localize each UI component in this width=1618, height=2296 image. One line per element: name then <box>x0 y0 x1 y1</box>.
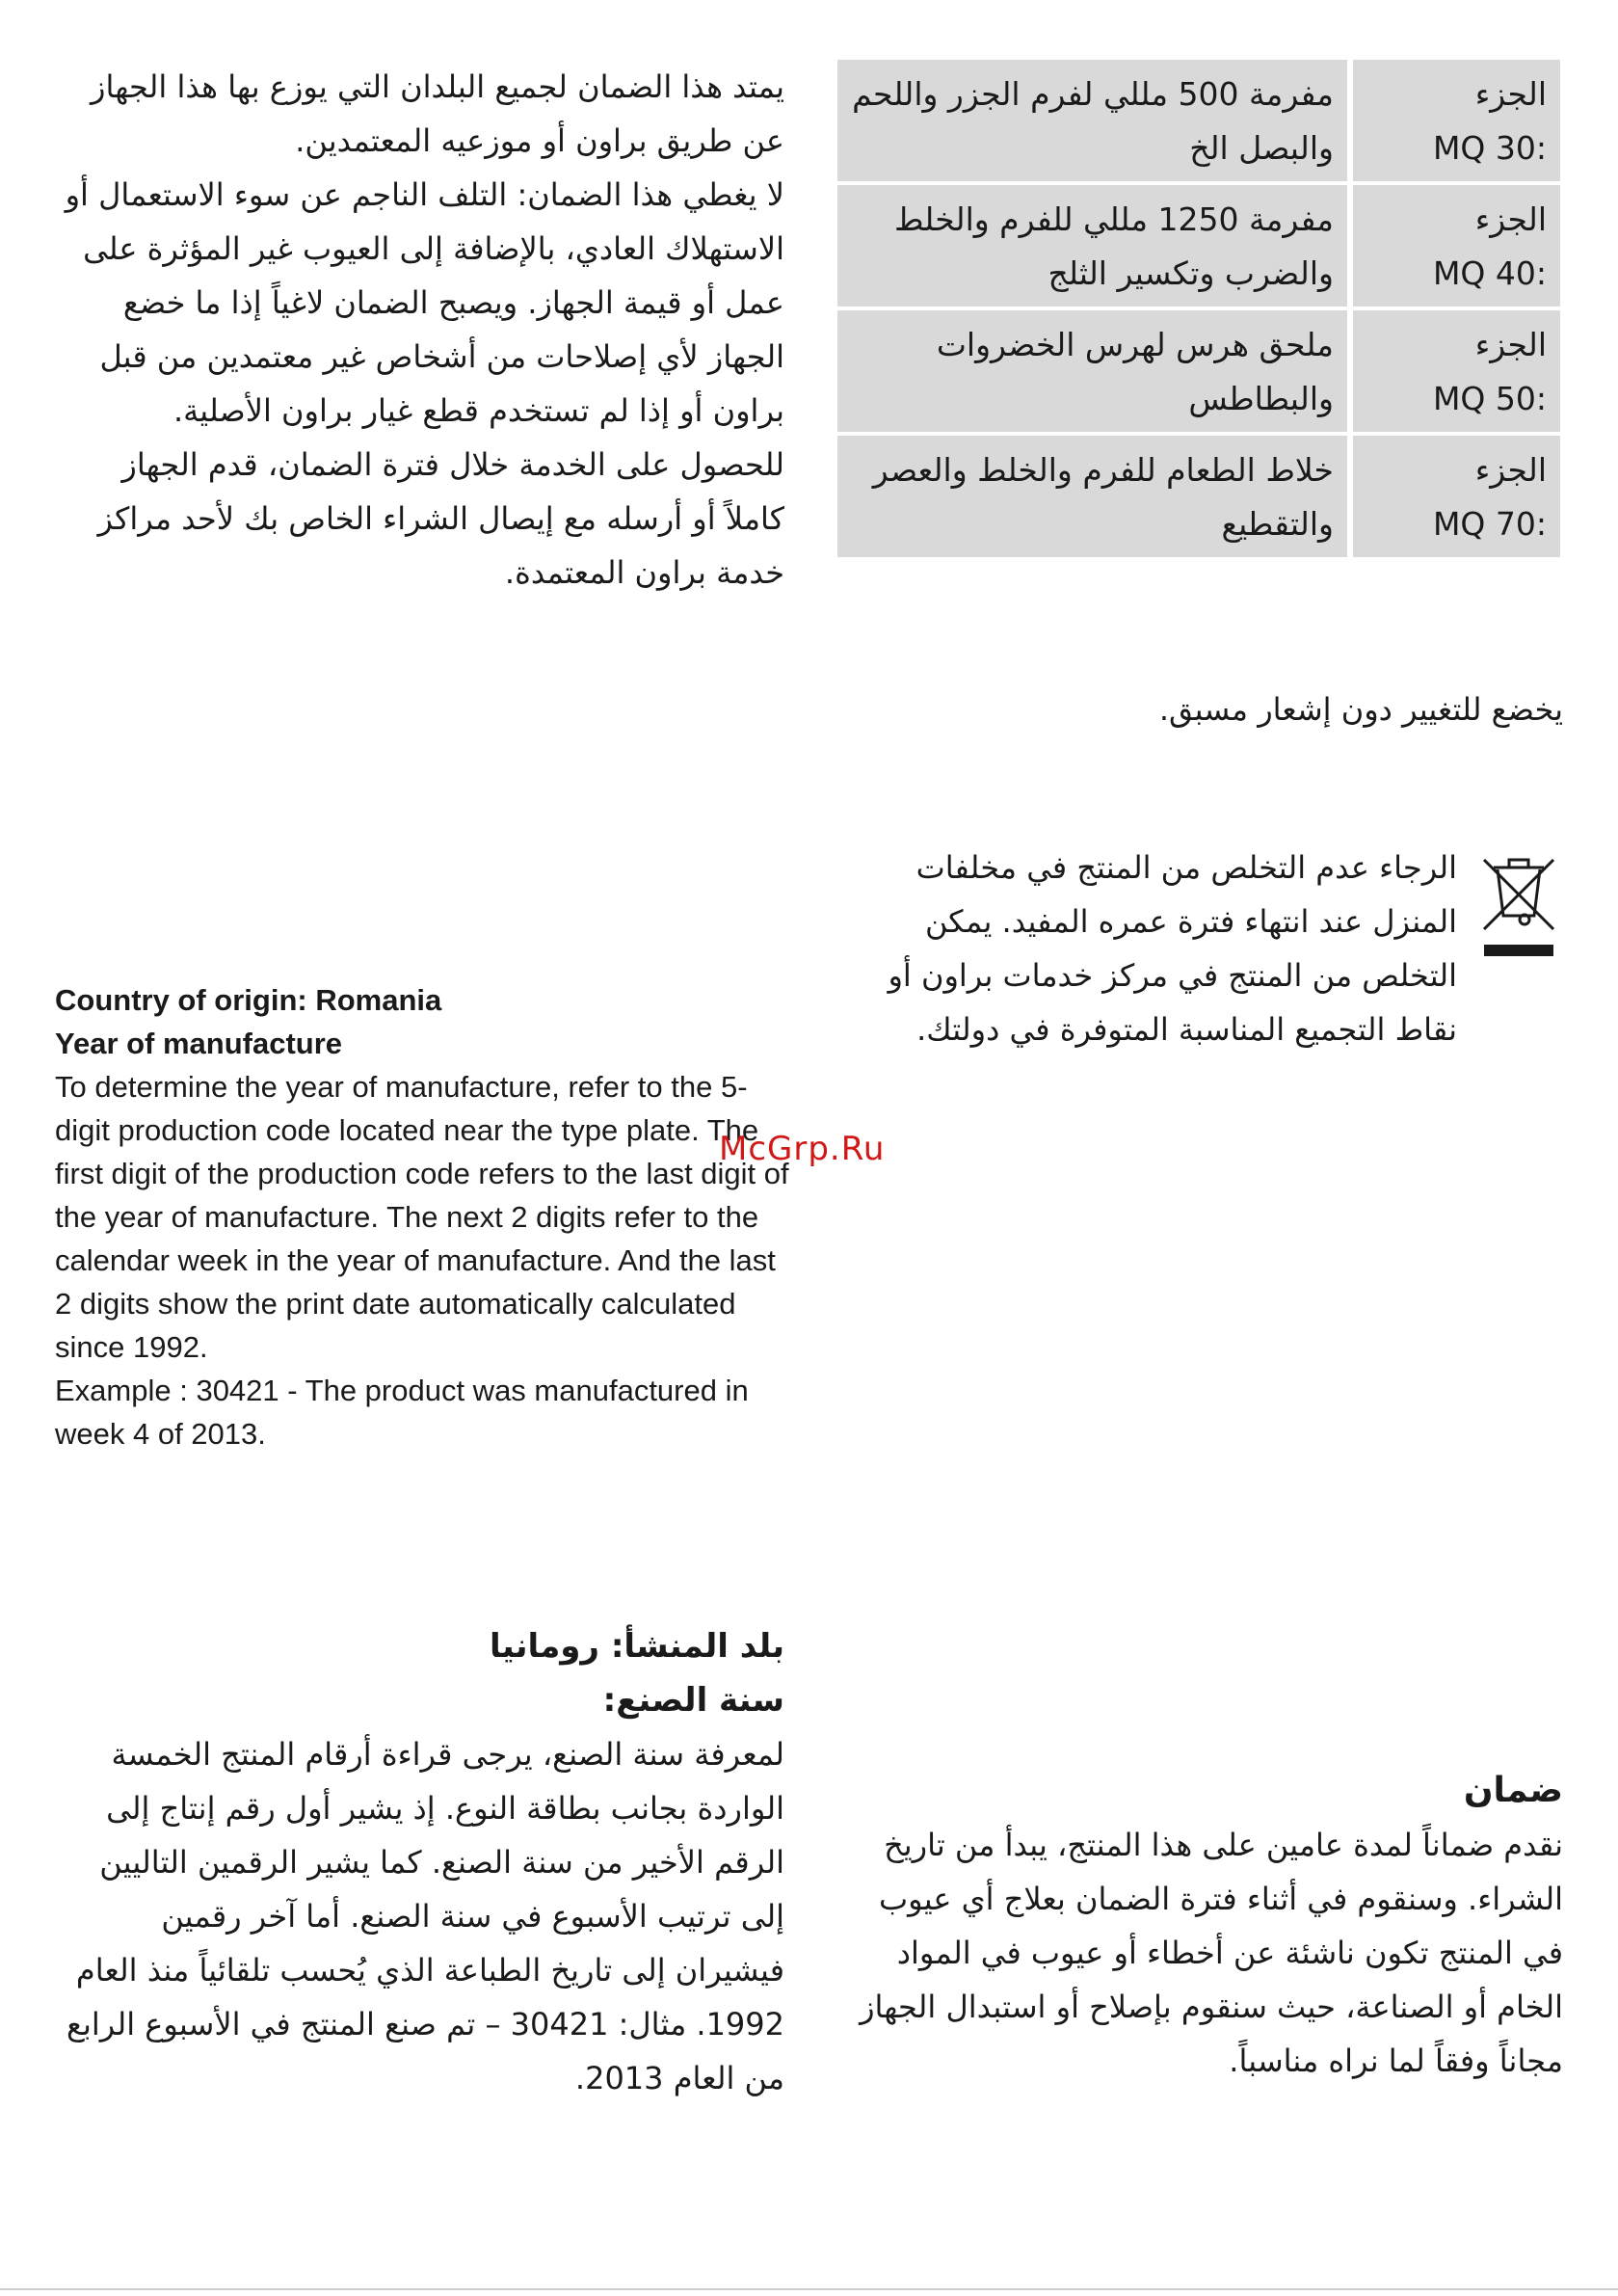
part-code: MQ 50: <box>1432 380 1547 417</box>
table-row <box>837 310 1560 432</box>
watermark: McGrp.Ru <box>719 1130 886 1168</box>
warranty-scope-text <box>56 60 784 600</box>
part-description: خلاط الطعام للفرم والخلط والعصر والتقطيع <box>872 451 1334 543</box>
english-origin-block <box>55 978 797 1455</box>
part-desc-cell <box>837 310 1347 432</box>
part-description: مفرمة 1250 مللي للفرم والخلط والضرب وتكسير الثلج <box>893 200 1334 292</box>
arabic-year-body: لمعرفة سنة الصنع، يرجى قراءة أرقام المنتج الخمسة الواردة بجانب بطاقة النوع. إذ يشير أول رقم إنتاج إلى الرقم الأخير من سنة الصنع. كما يشير الرقمين التاليين إلى ترتيب الأسبوع في سنة الصنع. أما آخر رقمين فيشيران إلى تاريخ الطباعة الذي يُحسب تلقائياً منذ العام 1992. مثال: 30421 – تم صنع المنتج في الأسبوع الرابع من العام 2013. <box>66 1736 784 2096</box>
warranty-scope-paragraph: للحصول على الخدمة خلال فترة الضمان، قدم الجهاز كاملاً أو أرسله مع إيصال الشراء الخاص بك لأحد مراكز خدمة براون المعتمدة. <box>97 446 784 591</box>
country-of-origin: Country of origin: Romania <box>55 983 442 1017</box>
warranty-heading: ضمان <box>1463 1771 1563 1810</box>
part-code: MQ 30: <box>1432 129 1547 167</box>
table-row <box>837 185 1560 307</box>
warranty-scope-paragraph: يمتد هذا الضمان لجميع البلدان التي يوزع بها هذا الجهاز عن طريق براون أو موزعيه المعتمدين. <box>91 68 784 159</box>
year-heading: Year of manufacture <box>55 1027 343 1060</box>
change-notice: يخضع للتغيير دون إشعار مسبق. <box>1158 691 1563 728</box>
part-label-cell <box>1347 60 1560 181</box>
part-description: مفرمة 500 مللي لفرم الجزر واللحم والبصل الخ <box>852 75 1334 167</box>
part-code: MQ 70: <box>1432 505 1547 543</box>
warranty-body: نقدم ضماناً لمدة عامين على هذا المنتج، يبدأ من تاريخ الشراء. وسنقوم في أثناء فترة الضمان بعلاج أي عيوب في المنتج تكون ناشئة عن أخطاء أو عيوب في المواد الخام أو الصناعة، حيث سنقوم بإصلاح أو استبدال الجهاز مجاناً وفقاً لما نراه مناسباً. <box>860 1827 1563 2079</box>
warranty-block <box>838 1764 1563 2088</box>
arabic-country-of-origin: بلد المنشأ: رومانيا <box>490 1627 784 1666</box>
part-desc-cell <box>837 436 1347 557</box>
disposal-text: الرجاء عدم التخلص من المنتج في مخلفات المنزل عند انتهاء فترة عمره المفيد. يمكن التخلص من المنتج في مركز خدمات براون أو نقاط التجميع المناسبة المتوفرة في دولتك. <box>888 849 1457 1048</box>
arabic-origin-block <box>56 1619 784 2105</box>
table-row <box>837 60 1560 181</box>
warranty-scope-paragraph: لا يغطي هذا الضمان: التلف الناجم عن سوء الاستعمال أو الاستهلاك العادي، بالإضافة إلى العيوب غير المؤثرة على عمل أو قيمة الجهاز. ويصبح الضمان لاغياً إذا ما خضع الجهاز لأي إصلاحات من أشخاص غير معتمدين من قبل براون أو إذا لم تستخدم قطع غيار براون الأصلية. <box>65 176 784 429</box>
part-description: ملحق هرس لهرس الخضروات والبطاطس <box>936 326 1334 417</box>
part-desc-cell <box>837 60 1347 181</box>
table-row <box>837 436 1560 557</box>
part-label: الجزء <box>1474 200 1547 238</box>
part-label-cell <box>1347 310 1560 432</box>
year-example: Example : 30421 - The product was manufactured in week 4 of 2013. <box>55 1374 749 1451</box>
part-label-cell <box>1347 185 1560 307</box>
arabic-year-heading: سنة الصنع: <box>602 1681 784 1720</box>
parts-table <box>837 56 1560 561</box>
part-code: MQ 40: <box>1432 254 1547 292</box>
year-body: To determine the year of manufacture, refer to the 5-digit production code located near the type plate. The first digit of the production code refers to the last digit of the year of manufacture. The next 2 digits refer to the calendar week in the year of manufacture. And the last 2 digits show the print date automatically calculated since 1992. <box>55 1070 789 1364</box>
part-label: الجزء <box>1474 75 1547 113</box>
part-label: الجزء <box>1474 451 1547 489</box>
part-desc-cell <box>837 185 1347 307</box>
part-label: الجزء <box>1474 326 1547 363</box>
crossed-bin-icon <box>1480 848 1557 964</box>
part-label-cell <box>1347 436 1560 557</box>
bottom-divider <box>0 2288 1618 2290</box>
